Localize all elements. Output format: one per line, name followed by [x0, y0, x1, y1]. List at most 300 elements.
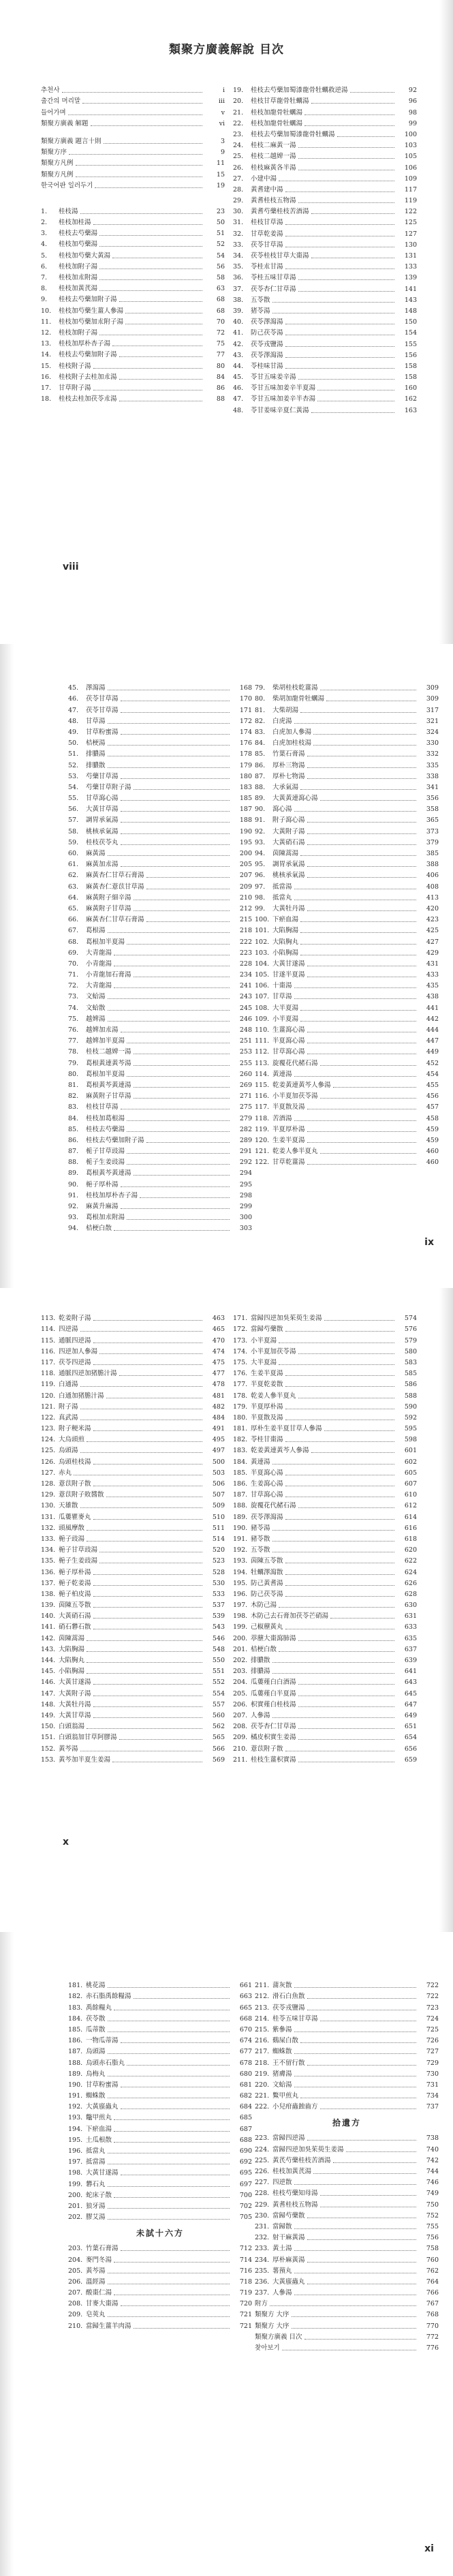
- entry-page: 454: [426, 1070, 439, 1078]
- entry-number: 88.: [255, 783, 266, 791]
- toc-entry: [41, 294, 225, 305]
- entry-number: 223.: [255, 2134, 270, 2143]
- toc-entry: [255, 848, 439, 859]
- entry-page: 605: [404, 1469, 417, 1477]
- entry-title: 桂枝加黃芪湯: [59, 285, 98, 293]
- dot-leader: [121, 2305, 230, 2306]
- entry-title: 類聚方序: [41, 149, 67, 157]
- entry-page: 654: [404, 1734, 417, 1742]
- dot-leader: [108, 855, 230, 856]
- entry-number: 152.: [41, 1745, 56, 1753]
- entry-title: 茯苓散: [86, 2014, 106, 2023]
- entry-page: 330: [426, 739, 439, 748]
- entry-page: 228: [239, 960, 252, 968]
- toc-entry: [255, 2221, 439, 2232]
- toc-entry: [41, 136, 225, 147]
- entry-page: 77: [216, 351, 225, 359]
- entry-number: 79.: [255, 684, 266, 692]
- entry-title: 大陷胸丸: [59, 1657, 85, 1664]
- entry-number: 232.: [255, 2234, 270, 2242]
- toc-entry: [41, 305, 225, 316]
- entry-page: 92: [408, 87, 417, 95]
- toc-entry: [68, 2265, 252, 2276]
- entry-page: 656: [404, 1745, 417, 1753]
- entry-number: 177.: [233, 1381, 248, 1389]
- entry-title: 大黃䗪蟲丸: [86, 2103, 119, 2111]
- toc-column-right: [233, 1313, 417, 1765]
- dot-leader: [330, 1618, 394, 1619]
- toc-entry: [41, 1511, 225, 1522]
- entry-number: 215.: [255, 2025, 270, 2034]
- entry-number: 89.: [255, 795, 266, 803]
- dot-leader: [298, 147, 394, 148]
- toc-entry: [68, 771, 252, 782]
- entry-title: 滑石白魚散: [272, 1993, 305, 2001]
- entry-page: 601: [404, 1447, 417, 1455]
- entry-title: 大黃附子湯: [59, 1689, 91, 1698]
- entry-page: 670: [239, 2025, 252, 2034]
- entry-title: 附方: [255, 2300, 268, 2308]
- entry-title: 甘草粉蜜湯: [86, 728, 119, 736]
- entry-title: 茯苓甘草湯: [251, 241, 283, 249]
- entry-page: 139: [404, 274, 417, 282]
- toc-entry: [41, 283, 225, 294]
- entry-page: 158: [404, 373, 417, 382]
- entry-title: 栀子甘草豉湯: [86, 1148, 125, 1156]
- entry-number: 130.: [41, 1502, 56, 1510]
- entry-page: 119: [404, 197, 417, 205]
- toc-entry: [41, 371, 225, 382]
- entry-number: 227.: [255, 2179, 270, 2187]
- toc-entry: [255, 748, 439, 759]
- entry-title: 小建中湯: [251, 174, 277, 183]
- entry-number: 211.: [255, 1982, 270, 1990]
- entry-number: 79.: [68, 1059, 79, 1067]
- entry-number: 126.: [41, 1458, 56, 1466]
- entry-number: 217.: [255, 2048, 270, 2056]
- toc-entry: [41, 272, 225, 283]
- entry-title: 頭風摩散: [59, 1524, 85, 1532]
- entry-page: 171: [239, 706, 252, 714]
- entry-number: 23.: [233, 130, 244, 138]
- entry-title: 竹葉石膏湯: [86, 2245, 119, 2253]
- dot-leader: [307, 866, 416, 867]
- toc-entry: [233, 404, 417, 415]
- dot-leader: [108, 2186, 230, 2187]
- entry-page: 105: [404, 153, 417, 161]
- dot-leader: [320, 1098, 416, 1099]
- toc-entry: [233, 1676, 417, 1687]
- toc-entry: [233, 1555, 417, 1566]
- entry-number: 16.: [41, 373, 52, 381]
- toc-entry: [255, 936, 439, 947]
- entry-title: 桂枝去芍藥湯: [86, 1125, 125, 1133]
- entry-page: 607: [404, 1480, 417, 1488]
- toc-entry: [255, 2188, 439, 2198]
- toc-entry: [233, 1500, 417, 1511]
- toc-entry: [255, 925, 439, 936]
- toc-entry: [233, 1699, 417, 1710]
- toc-entry: [41, 261, 225, 272]
- toc-page-viii: [0, 0, 453, 644]
- entry-title: 桂枝二麻黃一湯: [251, 142, 296, 150]
- entry-number: 46.: [68, 695, 79, 703]
- toc-entry: [41, 393, 225, 404]
- entry-page: 127: [404, 230, 417, 238]
- toc-entry: [68, 814, 252, 825]
- entry-page: 724: [426, 2014, 439, 2023]
- entry-page: 100: [404, 130, 417, 138]
- toc-entry: [41, 327, 225, 338]
- toc-entry: [68, 870, 252, 880]
- dot-leader: [294, 2250, 416, 2251]
- dot-leader: [108, 2053, 230, 2054]
- entry-page: 11: [216, 159, 225, 168]
- toc-entry: [255, 704, 439, 715]
- entry-number: 225.: [255, 2156, 270, 2164]
- entry-page: 551: [212, 1668, 225, 1676]
- entry-page: 528: [212, 1568, 225, 1576]
- entry-number: 48.: [68, 717, 79, 725]
- entry-title: 瓜蔞瞿麥丸: [59, 1513, 91, 1521]
- entry-page: 712: [239, 2245, 252, 2253]
- toc-entry: [41, 1390, 225, 1400]
- dot-leader: [300, 855, 416, 856]
- toc-page-ix: [0, 644, 453, 1288]
- entry-number: 142.: [41, 1634, 56, 1642]
- dot-leader: [87, 1662, 202, 1663]
- entry-title: 黃土湯: [272, 2245, 292, 2253]
- entry-title: 木防己湯: [251, 1601, 277, 1610]
- toc-entry: [255, 903, 439, 914]
- entry-page: 246: [239, 1015, 252, 1023]
- entry-page: 457: [426, 1103, 439, 1111]
- entry-page: 616: [404, 1524, 417, 1532]
- entry-title: 桂枝去桂加茯苓朮湯: [59, 395, 117, 403]
- dot-leader: [127, 1153, 230, 1154]
- entry-page: 459: [426, 1136, 439, 1144]
- entry-title: 半夏散及湯: [272, 1103, 305, 1111]
- toc-entry: [255, 1002, 439, 1013]
- dot-leader: [294, 2053, 416, 2054]
- entry-number: 65.: [68, 904, 79, 913]
- entry-number: 117.: [255, 1103, 270, 1111]
- entry-number: 52.: [68, 761, 79, 769]
- toc-entry: [233, 228, 417, 239]
- toc-entry: [255, 2155, 439, 2166]
- entry-title: 桂枝附子去桂加朮湯: [59, 373, 117, 381]
- entry-number: 220.: [255, 2081, 270, 2089]
- toc-entry: [255, 2013, 439, 2024]
- entry-page: 690: [239, 2147, 252, 2155]
- entry-title: 葛根加半夏湯: [86, 938, 125, 946]
- dot-leader: [127, 1164, 230, 1165]
- entry-page: 720: [239, 2300, 252, 2308]
- entry-page: 109: [404, 174, 417, 183]
- entry-number: 183.: [233, 1447, 248, 1455]
- entry-page: 324: [426, 728, 439, 736]
- entry-number: 118.: [255, 1114, 270, 1122]
- dot-leader: [307, 1164, 416, 1165]
- dot-leader: [93, 1519, 202, 1520]
- entry-number: 81.: [255, 706, 266, 714]
- entry-title: 桂枝茯苓丸: [86, 838, 119, 846]
- entry-title: 蒲灰散: [272, 1982, 292, 1990]
- toc-entry: [41, 1313, 225, 1323]
- entry-number: 128.: [41, 1480, 56, 1488]
- toc-entry: [233, 1621, 417, 1632]
- toc-entry: [68, 1112, 252, 1123]
- dot-leader: [300, 921, 416, 922]
- entry-number: 189.: [68, 2070, 83, 2078]
- toc-entry: [68, 892, 252, 903]
- entry-number: 182.: [233, 1436, 248, 1444]
- toc-entry: [233, 250, 417, 261]
- entry-number: 185.: [233, 1469, 248, 1477]
- toc-entry: [68, 1046, 252, 1057]
- entry-page: 19: [216, 181, 225, 189]
- toc-entry: [233, 1743, 417, 1753]
- entry-page: 633: [404, 1623, 417, 1631]
- toc-entry: [233, 85, 417, 95]
- entry-number: 74.: [68, 1004, 79, 1012]
- dot-leader: [300, 712, 416, 713]
- toc-entry: [41, 338, 225, 349]
- entry-number: 188.: [233, 1502, 248, 1510]
- entry-title: 黃芩湯: [86, 2267, 106, 2275]
- toc-entry: [233, 361, 417, 371]
- entry-title: 小青龍湯: [86, 960, 112, 968]
- dot-leader: [121, 800, 230, 801]
- dot-leader: [311, 412, 394, 413]
- entry-page: 458: [426, 1114, 439, 1122]
- entry-page: 586: [404, 1381, 417, 1389]
- entry-title: 黃芪芍藥桂枝苦酒湯: [272, 2156, 331, 2164]
- entry-title: 桂枝去芍藥加蜀漆龍骨牡蠣湯: [251, 130, 335, 138]
- dot-leader: [134, 1998, 230, 1999]
- toc-entry: [255, 980, 439, 991]
- entry-title: 苓甘五味加姜辛半夏湯: [251, 384, 316, 393]
- entry-page: 122: [404, 208, 417, 216]
- toc-entry: [233, 1632, 417, 1643]
- entry-number: 112.: [255, 1048, 270, 1056]
- dot-leader: [270, 2305, 416, 2306]
- dot-leader: [279, 1651, 394, 1652]
- entry-page: 585: [404, 1370, 417, 1378]
- entry-number: 196.: [68, 2147, 83, 2155]
- entry-number: 4.: [41, 241, 48, 249]
- entry-title: 黃耆桂枝五物湯: [251, 197, 296, 205]
- entry-page: 700: [239, 2191, 252, 2199]
- toc-entry: [41, 1500, 225, 1511]
- entry-number: 127.: [41, 1469, 56, 1477]
- toc-entry: [255, 2276, 439, 2287]
- toc-entry: [255, 2265, 439, 2276]
- entry-number: 205.: [68, 2267, 83, 2275]
- entry-page: 746: [426, 2179, 439, 2187]
- entry-number: 84.: [68, 1114, 79, 1122]
- entry-number: 83.: [255, 728, 266, 736]
- entry-page: 705: [239, 2213, 252, 2222]
- entry-title: 白頭翁加甘草阿膠湯: [59, 1734, 117, 1742]
- entry-page: 500: [212, 1458, 225, 1466]
- entry-number: 61.: [68, 861, 79, 869]
- toc-entry: [233, 173, 417, 184]
- entry-page: vi: [219, 119, 225, 127]
- entry-page: 125: [404, 219, 417, 227]
- dot-leader: [307, 2065, 416, 2066]
- dot-leader: [87, 1673, 202, 1674]
- toc-entry: [233, 1313, 417, 1323]
- entry-title: 桂枝加附子湯: [59, 262, 98, 271]
- entry-number: 216.: [255, 2037, 270, 2045]
- entry-title: 桂枝去芍藥加附子湯: [86, 1136, 144, 1144]
- entry-page: 156: [404, 351, 417, 359]
- entry-page: 495: [212, 1436, 225, 1444]
- entry-title: 黃耆芍藥桂枝苦酒湯: [251, 208, 309, 216]
- entry-page: 726: [426, 2037, 439, 2045]
- entry-title: 通脈四逆湯: [59, 1336, 91, 1345]
- entry-title: 烏梅丸: [86, 2070, 106, 2078]
- entry-number: 228.: [255, 2190, 270, 2198]
- toc-entry: [255, 1101, 439, 1112]
- toc-entry: [68, 1223, 252, 1233]
- entry-number: 237.: [255, 2289, 270, 2297]
- entry-number: 222.: [255, 2103, 270, 2111]
- dot-leader: [300, 2042, 416, 2043]
- toc-entry: [233, 1379, 417, 1390]
- dot-leader: [114, 987, 230, 988]
- toc-entry: [41, 1710, 225, 1721]
- dot-leader: [108, 2208, 230, 2209]
- entry-number: 54.: [68, 783, 79, 791]
- entry-number: 204.: [233, 1678, 248, 1687]
- toc-entry: [68, 2243, 252, 2254]
- dot-leader: [294, 2184, 416, 2185]
- toc-entry: [68, 880, 252, 891]
- entry-number: 138.: [41, 1590, 56, 1598]
- entry-page: 641: [404, 1668, 417, 1676]
- dot-leader: [292, 2328, 416, 2329]
- entry-number: 85.: [255, 750, 266, 758]
- entry-title: 柴胡加龍骨牡蠣湯: [272, 695, 325, 703]
- entry-page: 423: [426, 916, 439, 924]
- toc-entry: [255, 892, 439, 903]
- entry-page: 215: [239, 916, 252, 924]
- entry-number: 35.: [233, 263, 244, 271]
- toc-entry: [233, 316, 417, 327]
- toc-entry: [255, 2232, 439, 2243]
- entry-title: 桂枝甘草湯: [86, 1103, 119, 1111]
- dot-leader: [108, 2219, 230, 2220]
- entry-title: 薯蕷丸: [272, 2267, 292, 2275]
- entry-number: 34.: [233, 252, 244, 260]
- entry-number: 206.: [233, 1700, 248, 1708]
- dot-leader: [285, 1375, 394, 1376]
- entry-page: 143: [404, 296, 417, 304]
- entry-title: 土瓜根散: [86, 2136, 112, 2144]
- dot-leader: [307, 822, 416, 823]
- toc-entry: [255, 958, 439, 969]
- page-gutter-shadow: [439, 0, 453, 644]
- entry-page: 365: [426, 816, 439, 825]
- entry-number: 119.: [41, 1381, 56, 1389]
- entry-number: 95.: [255, 861, 266, 869]
- toc-entry: [255, 682, 439, 693]
- toc-entry: [41, 1467, 225, 1478]
- entry-page: 449: [426, 1048, 439, 1056]
- entry-page: 626: [404, 1579, 417, 1587]
- entry-page: 9: [220, 149, 225, 157]
- entry-number: 111.: [255, 1037, 270, 1045]
- toc-entry: [68, 748, 252, 759]
- entry-title: 桂枝加附子湯: [59, 328, 98, 337]
- entry-number: 202.: [233, 1657, 248, 1664]
- entry-number: 234.: [255, 2256, 270, 2264]
- entry-page: 207: [239, 872, 252, 880]
- toc-entry: [233, 1401, 417, 1412]
- toc-entry: [233, 195, 417, 206]
- entry-page: 665: [239, 2004, 252, 2012]
- entry-title: 한국어판 일러두기: [41, 181, 93, 189]
- entry-title: 柴胡桂枝乾薑湯: [272, 684, 318, 692]
- entry-title: 瀉心湯: [272, 806, 292, 814]
- entry-number: 145.: [41, 1668, 56, 1676]
- entry-number: 15.: [41, 362, 52, 370]
- entry-page: 212: [239, 904, 252, 913]
- entry-number: 85.: [68, 1125, 79, 1133]
- entry-page: 455: [426, 1081, 439, 1089]
- toc-entry: [233, 1390, 417, 1400]
- toc-entry: [41, 1655, 225, 1666]
- entry-title: 半夏瀉心湯: [272, 1037, 305, 1045]
- toc-entry: [41, 1676, 225, 1687]
- entry-number: 76.: [68, 1026, 79, 1034]
- entry-number: 45.: [233, 373, 244, 382]
- toc-entry: [68, 2002, 252, 2012]
- toc-entry: [68, 2145, 252, 2156]
- entry-number: 99.: [255, 904, 266, 913]
- entry-page: 590: [404, 1402, 417, 1411]
- entry-number: 181.: [68, 1982, 83, 1990]
- entry-page: 766: [426, 2289, 439, 2297]
- entry-title: 豬苓散: [251, 1535, 270, 1543]
- toc-entry: [233, 1368, 417, 1379]
- entry-title: 附子湯: [59, 1402, 78, 1411]
- section-heading: 拾遺方: [332, 2117, 361, 2128]
- entry-page: 447: [426, 1037, 439, 1045]
- entry-page: 456: [426, 1092, 439, 1101]
- toc-entry: [68, 2123, 252, 2134]
- toc-entry: [41, 1412, 225, 1423]
- entry-page: 740: [426, 2145, 439, 2153]
- entry-title: 橘皮枳實生姜湯: [251, 1734, 296, 1742]
- entry-page: 341: [426, 783, 439, 791]
- toc-entry: [233, 1445, 417, 1456]
- dot-leader: [91, 125, 202, 126]
- entry-title: 大柴胡湯: [272, 706, 299, 714]
- dot-leader: [108, 723, 230, 724]
- entry-title: 梔子厚朴湯: [59, 1568, 91, 1576]
- entry-title: 苓桂味甘湯: [251, 362, 283, 370]
- entry-number: 104.: [255, 960, 270, 968]
- entry-page: 251: [239, 1037, 252, 1045]
- entry-number: 191.: [68, 2092, 83, 2100]
- entry-title: 當歸四逆湯: [272, 2134, 305, 2143]
- dot-leader: [121, 866, 230, 867]
- entry-page: 160: [404, 384, 417, 393]
- entry-page: 148: [404, 307, 417, 315]
